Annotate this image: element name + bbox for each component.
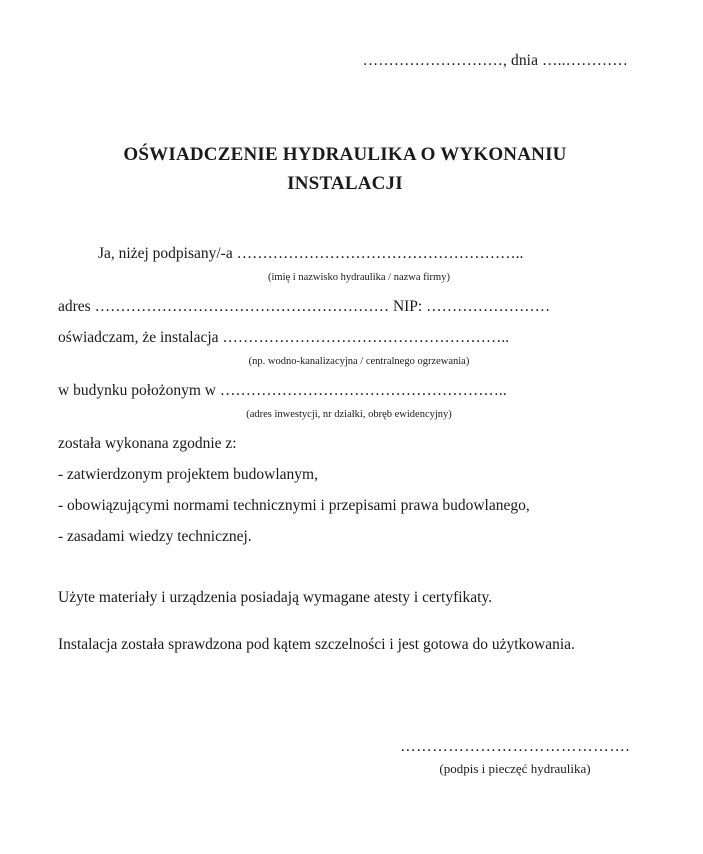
signature-block [380, 738, 650, 779]
page-title [60, 140, 630, 198]
page-title-line-1: OŚWIADCZENIE HYDRAULIKA O WYKONANIU [123, 144, 567, 165]
compliance-intro: została wykonana zgodnie z: [58, 435, 237, 452]
compliance-item-1: - zatwierdzonym projektem budowlanym, [58, 466, 318, 483]
address-nip-line: adres ………………………………………………… NIP: …………………… [58, 298, 551, 315]
compliance-item-2: - obowiązującymi normami technicznymi i przepisami prawa budowlanego, [58, 497, 530, 514]
building-address-line: w budynku położonym w ……………………………………………….. [58, 382, 507, 399]
installation-type-line: oświadczam, że instalacja ……………………………………………….. [58, 329, 510, 346]
readiness-paragraph: Instalacja została sprawdzona pod kątem szczelności i jest gotowa do użytkowania. [58, 635, 575, 653]
declarant-name-caption: (imię i nazwisko hydraulika / nazwa firmy) [268, 272, 450, 283]
document-body [58, 238, 630, 675]
page-title-line-2: INSTALACJI [287, 173, 403, 194]
installation-type-caption: (np. wodno-kanalizacyjna / centralnego ogrzewania) [248, 356, 470, 367]
signature-caption: (podpis i pieczęć hydraulika) [439, 761, 591, 776]
materials-paragraph: Użyte materiały i urządzenia posiadają wymagane atesty i certyfikaty. [58, 589, 493, 606]
date-place-line: ………………………, dnia …..………… [362, 52, 628, 69]
spacer [58, 552, 630, 582]
building-address-caption: (adres inwestycji, nr działki, obręb ewidencyjny) [246, 409, 452, 420]
signature-dotted-line: ……………………………………. [400, 738, 630, 755]
compliance-item-3: - zasadami wiedzy technicznej. [58, 528, 252, 545]
declarant-name-line: Ja, niżej podpisany/-a ……………………………………………….. [98, 245, 524, 262]
